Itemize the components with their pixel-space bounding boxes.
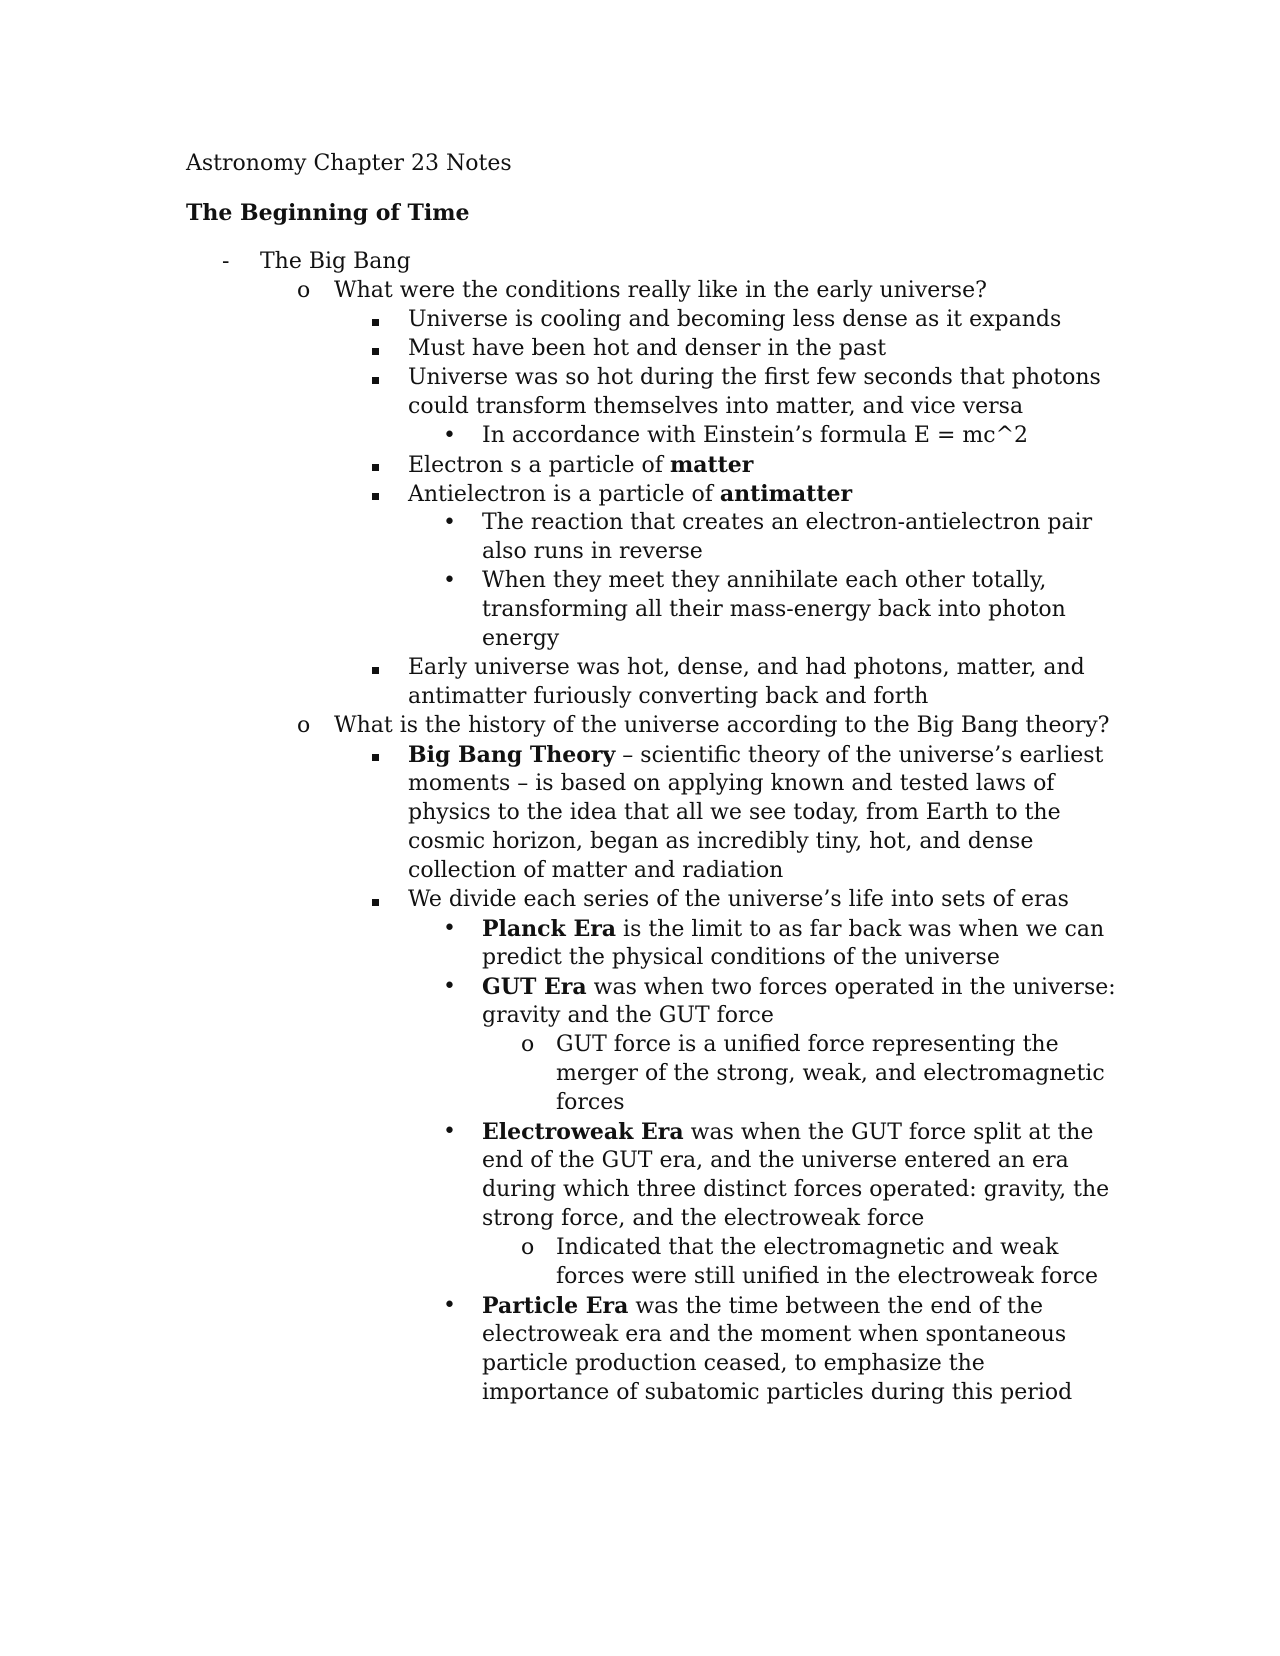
list-item-continued: end of the GUT era, and the universe entered an era (482, 1148, 1069, 1173)
circle-marker: o (297, 278, 311, 303)
dot-marker: • (443, 974, 456, 999)
list-item: Big Bang Theory – scientific theory of the universe’s earliest (408, 742, 1104, 768)
list-item: Electroweak Era was when the GUT force split at the (482, 1119, 1094, 1145)
dot-marker: • (443, 1293, 456, 1318)
circle-marker: o (297, 713, 311, 738)
list-item-continued: also runs in reverse (482, 539, 703, 564)
list-item-continued: during which three distinct forces operated: gravity, the (482, 1177, 1110, 1202)
square-bullet-icon (372, 306, 379, 334)
dot-marker: • (443, 568, 456, 593)
question-history: What is the history of the universe according to the Big Bang theory? (334, 713, 1110, 738)
list-item-continued: collection of matter and radiation (408, 858, 784, 883)
dot-marker: • (443, 916, 456, 941)
dash-marker: - (222, 249, 230, 274)
square-bullet-icon (372, 451, 379, 479)
list-item: Universe was so hot during the first few seconds that photons (408, 365, 1101, 390)
list-item: The reaction that creates an electron-antielectron pair (482, 510, 1093, 535)
square-bullet-icon (372, 741, 379, 769)
dot-marker: • (443, 423, 456, 448)
square-bullet-icon (372, 654, 379, 682)
list-item: Electron s a particle of matter (408, 452, 754, 478)
list-item: Planck Era is the limit to as far back was when we can (482, 916, 1105, 942)
square-bullet-icon (372, 886, 379, 914)
list-item: Particle Era was the time between the end of the (482, 1293, 1044, 1319)
list-item-continued: energy (482, 626, 560, 651)
square-bullet-icon (372, 480, 379, 508)
list-item: GUT force is a unified force representing the (556, 1032, 1059, 1057)
list-item-continued: forces were still unified in the electroweak force (556, 1264, 1099, 1289)
list-item: GUT Era was when two forces operated in the universe: (482, 974, 1116, 1000)
list-item-continued: antimatter furiously converting back and forth (408, 684, 929, 709)
list-item-continued: predict the physical conditions of the universe (482, 945, 1000, 970)
list-item: We divide each series of the universe’s life into sets of eras (408, 887, 1069, 912)
list-item-continued: moments – is based on applying known and tested laws of (408, 771, 1055, 796)
list-item-continued: importance of subatomic particles during this period (482, 1380, 1073, 1405)
list-item: In accordance with Einstein’s formula E = mc^2 (482, 423, 1029, 448)
square-bullet-icon (372, 364, 379, 392)
list-item-continued: physics to the idea that all we see today, from Earth to the (408, 800, 1061, 825)
section-heading: The Beginning of Time (186, 200, 470, 226)
square-bullet-icon (372, 335, 379, 363)
list-item: Early universe was hot, dense, and had photons, matter, and (408, 655, 1085, 680)
circle-marker: o (521, 1235, 535, 1260)
dot-marker: • (443, 1119, 456, 1144)
list-item: Antielectron is a particle of antimatter (408, 481, 853, 507)
list-item-continued: cosmic horizon, began as incredibly tiny, hot, and dense (408, 829, 1034, 854)
list-item-continued: gravity and the GUT force (482, 1003, 774, 1028)
question-early-universe: What were the conditions really like in the early universe? (334, 278, 987, 303)
dot-marker: • (443, 510, 456, 535)
circle-marker: o (521, 1032, 535, 1057)
list-item-continued: merger of the strong, weak, and electromagnetic (556, 1061, 1105, 1086)
list-item: When they meet they annihilate each other totally, (482, 568, 1047, 593)
list-item: Must have been hot and denser in the past (408, 336, 887, 361)
list-item: Indicated that the electromagnetic and weak (556, 1235, 1059, 1260)
list-item-continued: forces (556, 1090, 625, 1115)
list-item-continued: particle production ceased, to emphasize the (482, 1351, 985, 1376)
list-item-continued: could transform themselves into matter, and vice versa (408, 394, 1024, 419)
list-item-big-bang: The Big Bang (260, 249, 411, 274)
list-item-continued: strong force, and the electroweak force (482, 1206, 925, 1231)
list-item-continued: electroweak era and the moment when spontaneous (482, 1322, 1067, 1347)
list-item-continued: transforming all their mass-energy back into photon (482, 597, 1066, 622)
list-item: Universe is cooling and becoming less dense as it expands (408, 307, 1062, 332)
doc-title: Astronomy Chapter 23 Notes (186, 151, 512, 176)
